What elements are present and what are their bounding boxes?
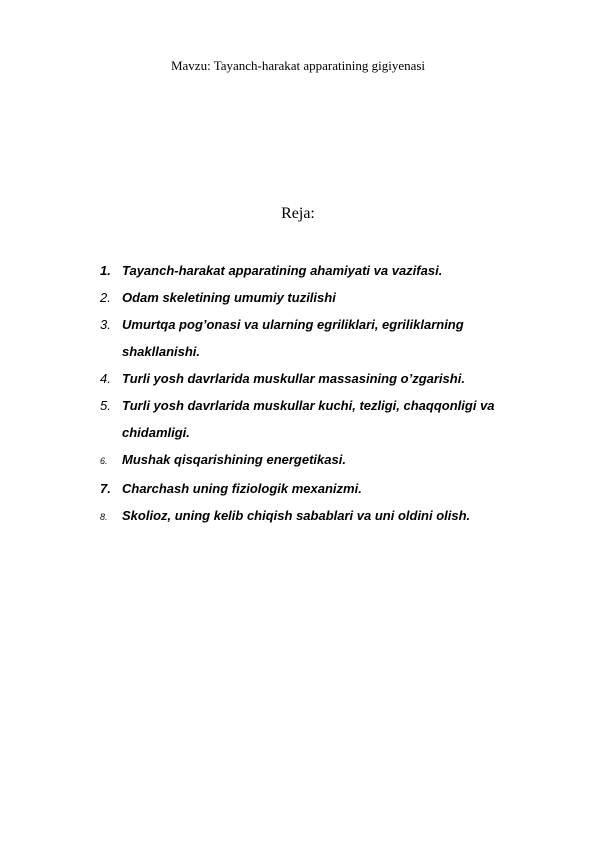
list-item xyxy=(100,365,540,392)
list-item xyxy=(100,284,540,311)
list-item xyxy=(100,502,540,531)
list-item xyxy=(100,392,540,446)
list-item xyxy=(100,311,540,365)
list-item-text: Charchash uning fiziologik mexanizmi. xyxy=(122,481,362,496)
list-item-text: Mushak qisqarishining energetikasi. xyxy=(122,452,346,467)
list-item-number: 6. xyxy=(100,456,108,466)
page-title: Mavzu: Tayanch-harakat apparatining gigiyenasi xyxy=(170,58,426,73)
list-item-number: 7. xyxy=(100,481,111,496)
list-item-number: 1. xyxy=(100,263,111,278)
list-item xyxy=(100,446,540,475)
list-item-text: Turli yosh davrlarida muskullar massasining o’zgarishi. xyxy=(122,371,465,386)
list-item-text: Skolioz, uning kelib chiqish sabablari va uni oldini olish. xyxy=(122,508,471,523)
list-item-text: Umurtqa pog’onasi va ularning egriliklari, egriliklarning shakllanishi. xyxy=(122,317,464,359)
list-item-number: 2. xyxy=(100,290,111,305)
list-item xyxy=(100,257,540,284)
plan-list xyxy=(100,257,540,531)
list-item xyxy=(100,475,540,502)
plan-heading: Reja: xyxy=(281,205,315,222)
list-item-number: 5. xyxy=(100,398,111,413)
list-item-number: 8. xyxy=(100,512,108,522)
list-item-text: Tayanch-harakat apparatining ahamiyati va vazifasi. xyxy=(122,263,443,278)
list-item-number: 3. xyxy=(100,317,111,332)
list-item-number: 4. xyxy=(100,371,111,386)
list-item-text: Turli yosh davrlarida muskullar kuchi, tezligi, chaqqonligi va chidamligi. xyxy=(122,398,495,440)
list-item-text: Odam skeletining umumiy tuzilishi xyxy=(122,290,336,305)
